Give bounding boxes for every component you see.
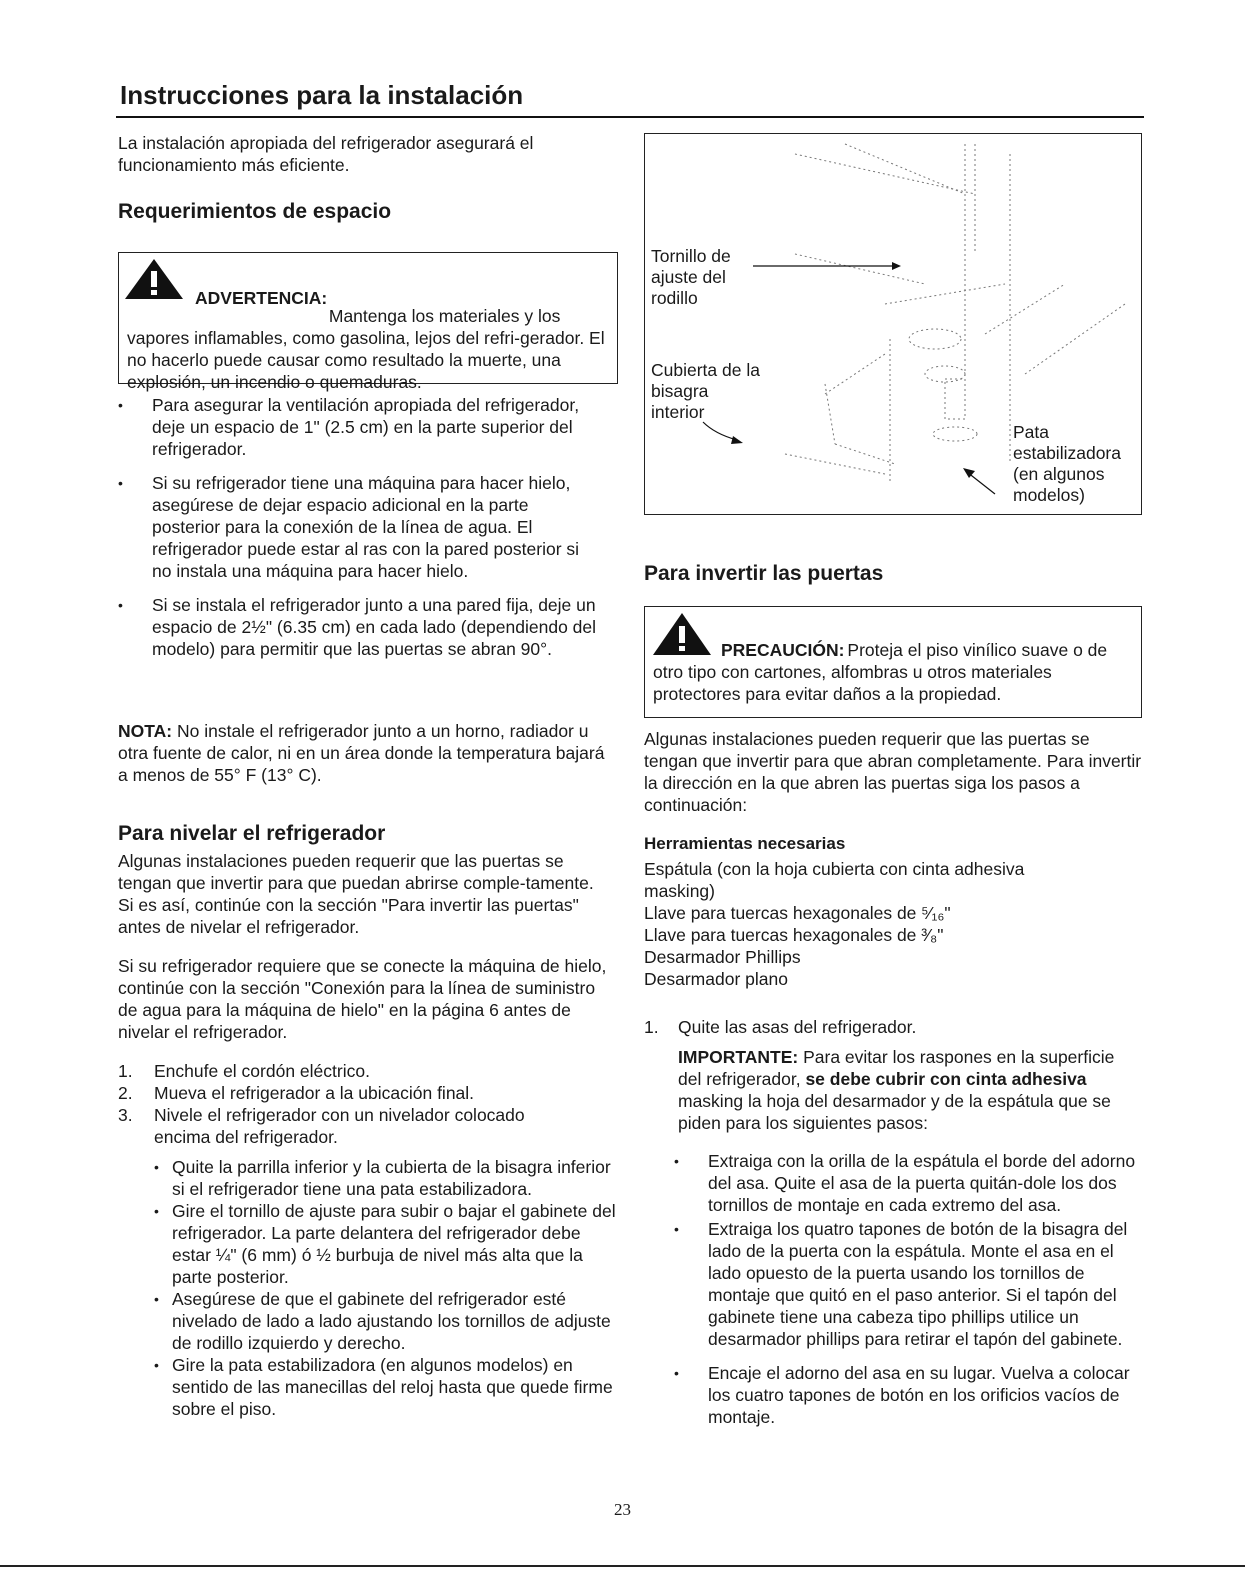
list-item: • Gire el tornillo de ajuste para subir o bajar el gabinete del refrigerador. La parte delantera del refrigerador debe estar ¼" (6 mm) ó ½ burbuja de nivel más alta que la parte posterior. [172,1200,620,1288]
bottom-rule [0,1565,1245,1567]
level-substeps [172,1156,620,1420]
warning-text: Mantenga los materiales y los vapores inflamables, como gasolina, lejos del refri-gerador. El no hacerlo puede causar como resultado la muerte, una explosión, un incendio o quemaduras. [127,306,605,392]
list-item: Espátula (con la hoja cubierta con cinta adhesiva masking) [644,859,1025,901]
doors-heading: Para invertir las puertas [644,562,884,585]
caution-text: Proteja el piso vinílico suave o de otro tipo con cartones, alfombras u otros materiales protectores para evitar daños a la propiedad. [653,640,1108,704]
level-heading: Para nivelar el refrigerador [118,822,386,845]
tools-list [644,858,1094,990]
warning-label: ADVERTENCIA: [195,288,328,308]
doors-intro: Algunas instalaciones pueden requerir que las puertas se tengan que invertir para que abran completamente. Para invertir la dirección en la que abren las puertas siga los pasos a continuación: [644,729,1142,815]
level-paragraph-1: Algunas instalaciones pueden requerir que las puertas se tengan que invertir para que puedan abrirse comple-tamente. Si es así, continúe con la sección "Para invertir las puertas" antes de nivelar el refrigerador. [118,851,594,937]
list-item: 3. Nivele el refrigerador con un nivelador colocado encima del refrigerador. [118,1105,525,1147]
intro-text: La instalación apropiada del refrigerador asegurará el funcionamiento más eficiente. [118,133,534,175]
tools-heading: Herramientas necesarias [644,834,846,853]
leveling-figure [644,133,1142,515]
label-hinge-cover: Cubierta de la bisagra interior [651,360,760,422]
label-stabilizer-leg: Pata estabilizadora (en algunos modelos) [1013,422,1121,505]
note-label: NOTA: [118,721,173,741]
list-item: • Quite la parrilla inferior y la cubierta de la bisagra inferior si el refrigerador tiene una pata estabilizadora. [172,1156,620,1200]
list-item: Llave para tuercas hexagonales de ³⁄₈" [644,925,944,945]
level-paragraph-2: Si su refrigerador requiere que se conecte la máquina de hielo, continúe con la sección "Conexión para la línea de suministro de agua para la máquina de hielo" en la página 6 antes de nivelar el refrigerador. [118,956,607,1042]
space-heading: Requerimientos de espacio [118,200,392,223]
title-rule [116,116,1144,118]
caution-label: PRECAUCIÓN: [721,640,845,660]
page-title: Instrucciones para la instalación [120,80,524,110]
caution-box [644,606,1142,718]
list-item: • Extraiga con la orilla de la espátula el borde del adorno del asa. Quite el asa de la puerta quitán-dole los dos tornillos de montaje en cada extremo del asa. [708,1150,1144,1216]
list-item: • Si se instala el refrigerador junto a una pared fija, deje un espacio de 2½" (6.35 cm) en cada lado (dependiendo del modelo) para permitir que las puertas se abran 90°. [152,594,600,660]
important-paragraph: IMPORTANTE: Para evitar los raspones en la superficie del refrigerador, se debe cubrir con cinta adhesiva masking la hoja del desarmador y de la espátula que se piden para los siguientes pasos: [678,1047,1115,1133]
label-roller-screw: Tornillo de ajuste del rodillo [651,246,731,308]
list-item: 2. Mueva el refrigerador a la ubicación final. [118,1083,475,1103]
list-item: • Extraiga los quatro tapones de botón de la bisagra del lado de la puerta con la espátula. Monte el asa en el lado opuesto de la puerta usando los tornillos de montaje que quitó en el paso anterior. Si el tapón del gabinete tiene una cabeza tipo phillips utilice un desarmador phillips para retirar el tapón del gabinete. [708,1218,1144,1350]
list-item: • Si su refrigerador tiene una máquina para hacer hielo, asegúrese de dejar espacio adicional en la parte posterior para la conexión de la línea de agua. El refrigerador puede estar al ras con la pared posterior si no instala una máquina para hacer hielo. [152,472,600,582]
list-item: Desarmador plano [644,969,788,989]
list-item: 1. Enchufe el cordón eléctrico. [118,1061,370,1081]
step-number: 1. [644,1017,659,1037]
page-number: 23 [614,1500,631,1519]
warning-box [118,252,618,392]
list-item: Desarmador Phillips [644,947,801,967]
doors-substeps [708,1150,1144,1436]
list-item: • Encaje el adorno del asa en su lugar. Vuelva a colocar los cuatro tapones de botón en los orificios vacíos de montaje. [708,1362,1144,1428]
step-text: Quite las asas del refrigerador. [678,1017,917,1037]
level-steps [118,1060,614,1148]
list-item: • Para asegurar la ventilación apropiada del refrigerador, deje un espacio de 1" (2.5 cm) en la parte superior del refrigerador. [152,394,600,460]
list-item: • Gire la pata estabilizadora (en algunos modelos) en sentido de las manecillas del reloj hasta que quede firme sobre el piso. [172,1354,620,1420]
note-paragraph [118,720,608,786]
list-item: • Asegúrese de que el gabinete del refrigerador esté nivelado de lado a lado ajustando los tornillos de adjuste de rodillo izquierdo y derecho. [172,1288,620,1354]
space-bullets [152,394,600,668]
note-text: No instale el refrigerador junto a un horno, radiador u otra fuente de calor, ni en un área donde la temperatura bajará a menos de 55° F (13° C). [118,721,605,785]
list-item: Llave para tuercas hexagonales de ⁵⁄₁₆" [644,903,951,923]
